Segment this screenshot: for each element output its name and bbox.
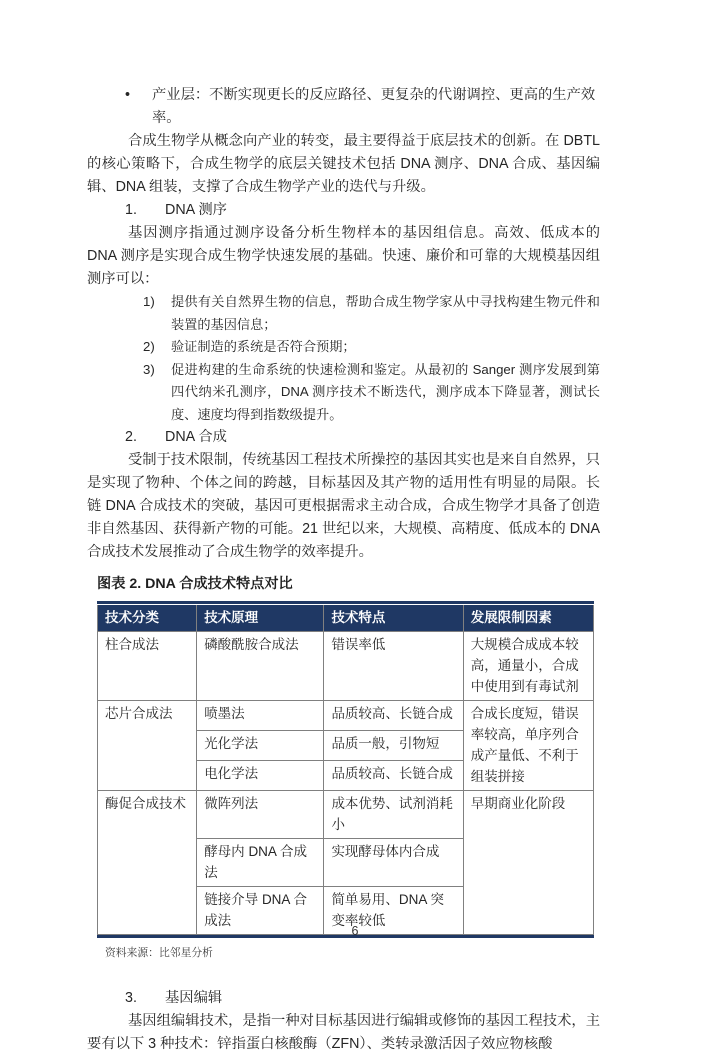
table-row	[98, 791, 594, 839]
paragraph-intro: 合成生物学从概念向产业的转变，最主要得益于底层技术的创新。在 DBTL 的核心策略下，合成生物学的底层关键技术包括 DNA 测序、DNA 合成、基因编辑、DNA 组装，支撑了合成生物学产业的迭代与升级。	[87, 133, 600, 195]
table-row	[98, 632, 594, 701]
col-header-limit: 发展限制因素	[463, 605, 593, 632]
list-item-text: 提供有关自然界生物的信息，帮助合成生物学家从中寻找构建生物元件和装置的基因信息；	[171, 294, 600, 332]
list-item	[143, 336, 600, 359]
table-body	[98, 632, 594, 935]
cell-feature: 品质较高、长链合成	[324, 701, 463, 731]
cell-principle: 喷墨法	[197, 701, 324, 731]
figure-caption: 图表 2. DNA 合成技术特点对比	[97, 576, 293, 592]
page-number: 6	[351, 924, 359, 938]
cell-category: 芯片合成法	[98, 701, 197, 791]
cell-limit: 大规模合成成本较高，通量小，合成中使用到有毒试剂	[463, 632, 593, 701]
cell-principle: 酵母内 DNA 合成法	[197, 839, 324, 887]
list-item-text: 促进构建的生命系统的快速检测和鉴定。从最初的 Sanger 测序发展到第四代纳米孔测序，DNA 测序技术不断迭代，测序成本下降显著，测试长度、速度均得到指数级提升。	[171, 361, 600, 422]
figure-dna-synthesis-comparison	[97, 573, 600, 961]
heading-label: DNA 测序	[165, 202, 227, 218]
list-item	[143, 291, 600, 336]
cell-feature: 成本优势、试剂消耗小	[324, 791, 463, 839]
cell-principle: 电化学法	[197, 761, 324, 791]
cell-limit: 合成长度短，错误率较高，单序列合成产量低、不利于组装拼接	[463, 701, 593, 791]
comparison-table	[97, 605, 594, 935]
cell-principle: 链接介导 DNA 合成法	[197, 887, 324, 935]
heading-dna-synthesis	[87, 426, 600, 449]
cell-category: 酶促合成技术	[98, 791, 197, 935]
list-item-text: 验证制造的系统是否符合预期；	[171, 339, 356, 354]
cell-principle: 磷酸酰胺合成法	[197, 632, 324, 701]
paragraph-editing: 基因组编辑技术，是指一种对目标基因进行编辑或修饰的基因工程技术，主要有以下 3 种技术：锌指蛋白核酸酶（ZFN）、类转录激活因子效应物核酸	[87, 1013, 600, 1052]
heading-dna-sequencing	[87, 199, 600, 222]
list-item-number: 1)	[143, 294, 155, 309]
heading-label: 基因编辑	[165, 990, 223, 1006]
col-header-feature: 技术特点	[324, 605, 463, 632]
cell-limit: 早期商业化阶段	[463, 791, 593, 935]
sequencing-benefits-list	[87, 291, 600, 426]
heading-label: DNA 合成	[165, 429, 227, 445]
heading-number: 3.	[125, 990, 137, 1006]
cell-category: 柱合成法	[98, 632, 197, 701]
table-row	[98, 701, 594, 731]
paragraph-synthesis: 受制于技术限制，传统基因工程技术所操控的基因其实也是来自自然界，只是实现了物种、个体之间的跨越，目标基因及其产物的适用性有明显的局限。长链 DNA 合成技术的突破，基因可更根据需求主动合成，合成生物学才具备了创造非自然基因、获得新产物的可能。21 世纪以来，大规模、高精度、低成本的 DNA 合成技术发展推动了合成生物学的效率提升。	[87, 452, 600, 560]
heading-number: 1.	[125, 202, 137, 218]
list-item	[143, 359, 600, 427]
paragraph-sequencing: 基因测序指通过测序设备分析生物样本的基因组信息。高效、低成本的 DNA 测序是实现合成生物学快速发展的基础。快速、廉价和可靠的大规模基因组测序可以：	[87, 225, 600, 287]
data-source-note: 资料来源：比邻星分析	[105, 947, 213, 959]
list-item-number: 3)	[143, 361, 155, 377]
bullet-item-text: 产业层：不断实现更长的反应路径、更复杂的代谢调控、更高的生产效率。	[152, 87, 596, 126]
table-header	[98, 605, 594, 632]
cell-feature: 实现酵母体内合成	[324, 839, 463, 887]
cell-principle: 微阵列法	[197, 791, 324, 839]
cell-feature: 品质一般，引物短	[324, 731, 463, 761]
cell-feature: 简单易用、DNA 突变率较低	[324, 887, 463, 935]
heading-gene-editing	[87, 987, 600, 1010]
page-content	[87, 84, 600, 1056]
comparison-table-wrapper	[97, 601, 594, 938]
table-header-row	[98, 605, 594, 632]
heading-number: 2.	[125, 429, 137, 445]
col-header-principle: 技术原理	[197, 605, 324, 632]
col-header-category: 技术分类	[98, 605, 197, 632]
bullet-icon: •	[125, 87, 131, 103]
cell-feature: 品质较高、长链合成	[324, 761, 463, 791]
cell-feature: 错误率低	[324, 632, 463, 701]
list-item-number: 2)	[143, 339, 155, 354]
bullet-item-industry-layer	[87, 84, 600, 130]
cell-principle: 光化学法	[197, 731, 324, 761]
